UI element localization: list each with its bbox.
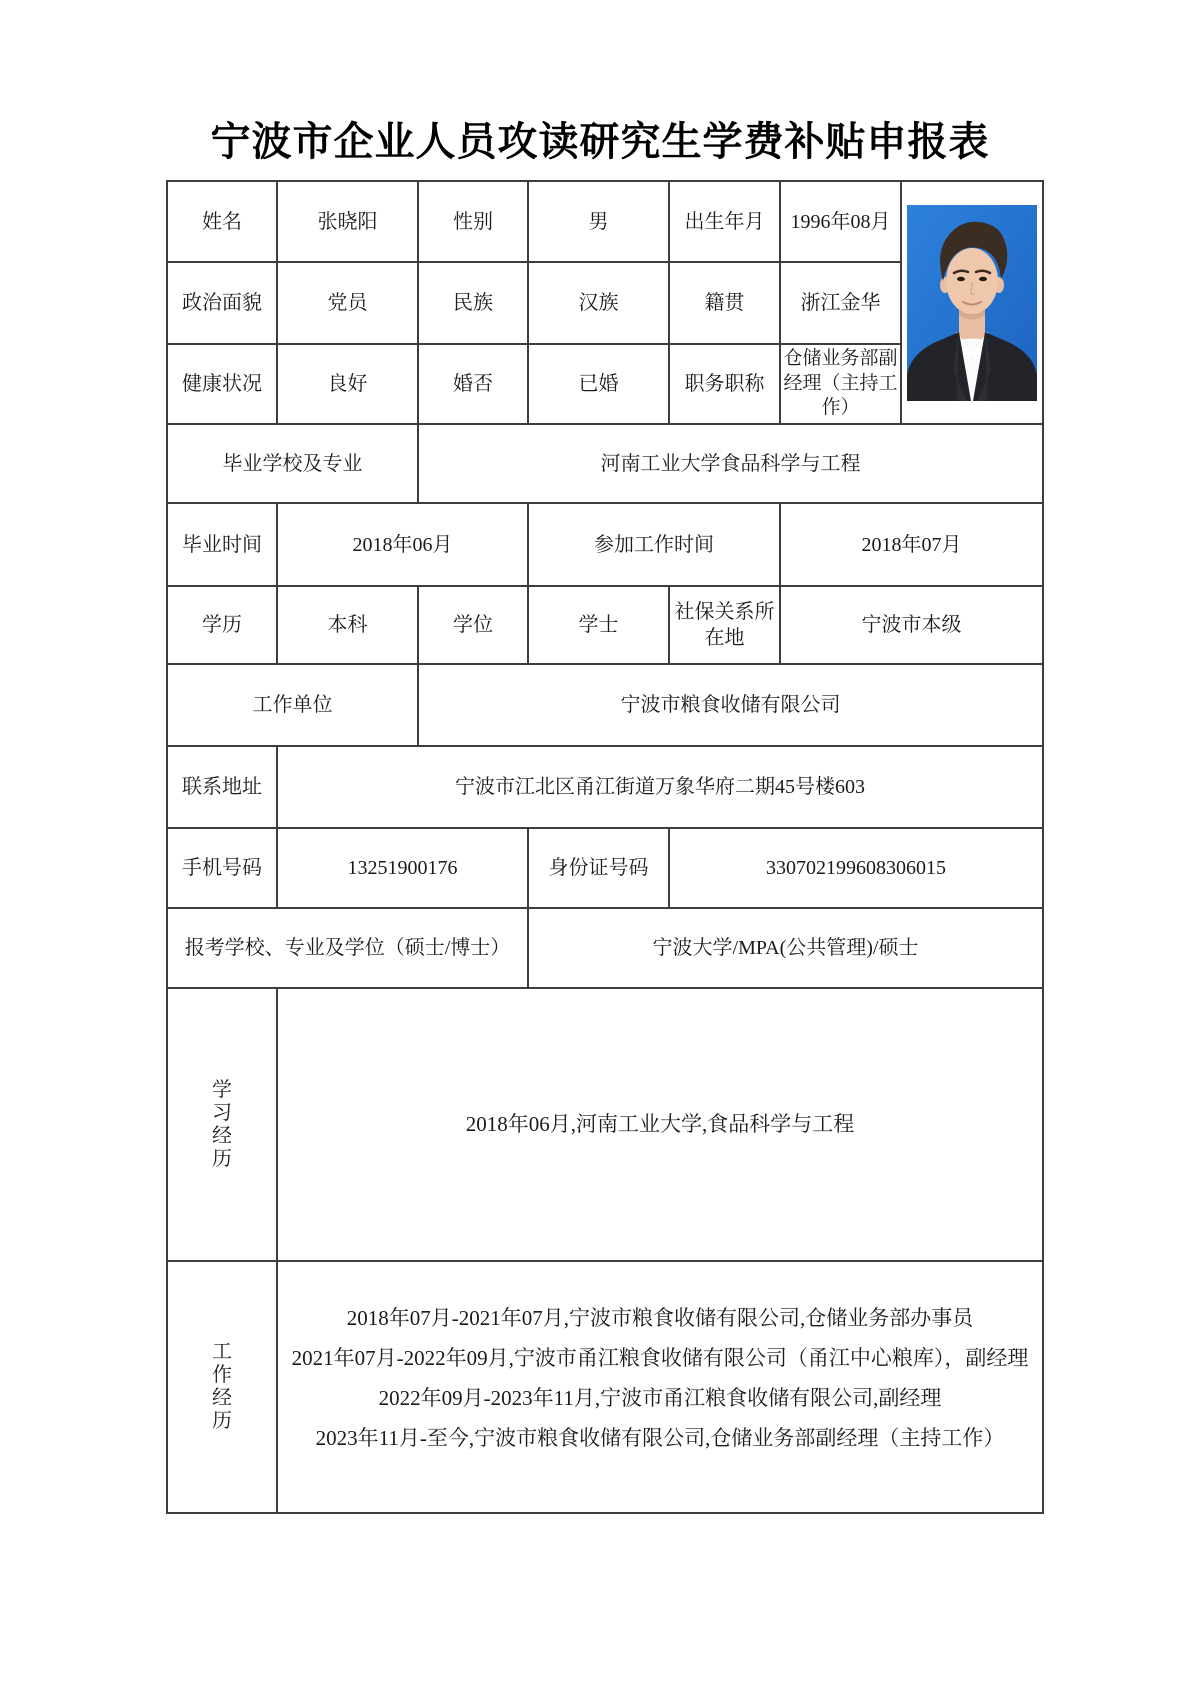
- table-row: [167, 908, 1043, 988]
- field-value-ethnicity: 汉族: [528, 262, 669, 344]
- field-value-marital-status: 已婚: [528, 344, 669, 424]
- field-label-graduate-school-major: 毕业学校及专业: [167, 424, 418, 503]
- field-label-social-security-location: 社保关系所在地: [669, 586, 780, 664]
- table-row: [167, 424, 1043, 503]
- work-history-entry: 2018年07月-2021年07月,宁波市粮食收储有限公司,仓储业务部办事员: [346, 1306, 974, 1331]
- field-value-study-history: [277, 988, 1043, 1261]
- table-row: [167, 1261, 1043, 1513]
- field-value-gender: 男: [528, 181, 669, 262]
- field-label-gender: 性别: [418, 181, 528, 262]
- field-label-degree: 学位: [418, 586, 528, 664]
- table-row: [167, 586, 1043, 664]
- field-label-marital-status: 婚否: [418, 344, 528, 424]
- application-form-table: [166, 180, 1044, 1514]
- field-value-mobile-phone: 13251900176: [277, 828, 528, 908]
- table-row: [167, 828, 1043, 908]
- field-label-id-number: 身份证号码: [528, 828, 669, 908]
- page-title: 宁波市企业人员攻读研究生学费补贴申报表: [210, 119, 990, 164]
- field-label-native-place: 籍贯: [669, 262, 780, 344]
- field-value-name: 张晓阳: [277, 181, 418, 262]
- field-value-position-title: 仓储业务部副经理（主持工作）: [780, 344, 901, 424]
- field-label-contact-address: 联系地址: [167, 746, 277, 828]
- field-value-work-start-time: 2018年07月: [780, 503, 1043, 586]
- table-row: [167, 746, 1043, 828]
- person-portrait-graphic: [907, 205, 1037, 401]
- field-label-birth-date: 出生年月: [669, 181, 780, 262]
- table-row: [167, 664, 1043, 746]
- field-label-position-title: 职务职称: [669, 344, 780, 424]
- field-value-target-program: 宁波大学/MPA(公共管理)/硕士: [528, 908, 1043, 988]
- field-label-work-history: 工作经历: [167, 1261, 277, 1513]
- table-row: [167, 181, 1043, 262]
- field-label-employer: 工作单位: [167, 664, 418, 746]
- field-label-political-status: 政治面貌: [167, 262, 277, 344]
- study-history-entry: 2018年06月,河南工业大学,食品科学与工程: [465, 1111, 855, 1136]
- field-value-work-history: [277, 1261, 1043, 1513]
- field-label-ethnicity: 民族: [418, 262, 528, 344]
- photo-cell: [901, 181, 1043, 424]
- field-value-birth-date: 1996年08月: [780, 181, 901, 262]
- field-value-graduate-school-major: 河南工业大学食品科学与工程: [418, 424, 1043, 503]
- field-value-graduation-time: 2018年06月: [277, 503, 528, 586]
- table-row: [167, 503, 1043, 586]
- field-label-name: 姓名: [167, 181, 277, 262]
- field-value-id-number: 330702199608306015: [669, 828, 1043, 908]
- field-value-native-place: 浙江金华: [780, 262, 901, 344]
- field-value-employer: 宁波市粮食收储有限公司: [418, 664, 1043, 746]
- field-label-target-program: 报考学校、专业及学位（硕士/博士）: [167, 908, 528, 988]
- field-value-political-status: 党员: [277, 262, 418, 344]
- field-value-contact-address: 宁波市江北区甬江街道万象华府二期45号楼603: [277, 746, 1043, 828]
- field-value-degree: 学士: [528, 586, 669, 664]
- work-history-entry: 2022年09月-2023年11月,宁波市甬江粮食收储有限公司,副经理: [378, 1386, 942, 1411]
- field-value-social-security-location: 宁波市本级: [780, 586, 1043, 664]
- applicant-id-photo: [907, 205, 1037, 401]
- field-label-mobile-phone: 手机号码: [167, 828, 277, 908]
- field-value-health: 良好: [277, 344, 418, 424]
- field-label-health: 健康状况: [167, 344, 277, 424]
- work-history-entry: 2021年07月-2022年09月,宁波市甬江粮食收储有限公司（甬江中心粮库），副经理: [291, 1346, 1029, 1371]
- table-row: [167, 988, 1043, 1261]
- field-label-study-history: 学习经历: [167, 988, 277, 1261]
- field-label-education: 学历: [167, 586, 277, 664]
- field-value-education: 本科: [277, 586, 418, 664]
- field-label-work-start-time: 参加工作时间: [528, 503, 780, 586]
- work-history-entry: 2023年11月-至今,宁波市粮食收储有限公司,仓储业务部副经理（主持工作）: [315, 1426, 1005, 1451]
- field-label-graduation-time: 毕业时间: [167, 503, 277, 586]
